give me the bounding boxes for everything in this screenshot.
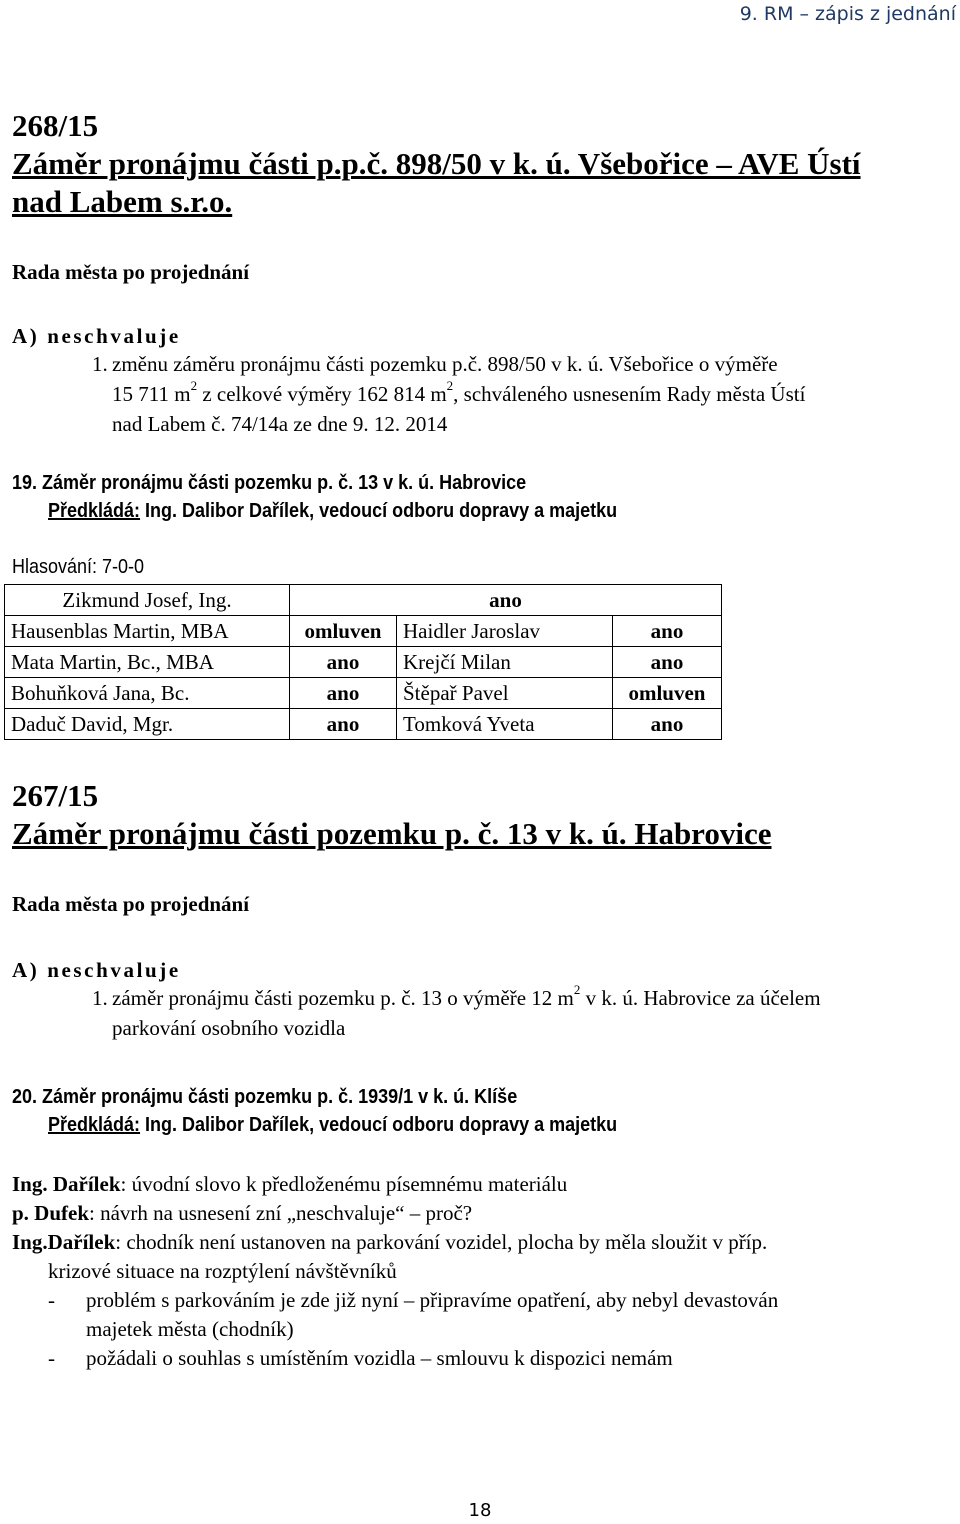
vote-table: [4, 584, 722, 740]
item-line1: změnu záměru pronájmu části pozemku p.č. 898/50 v k. ú. Všebořice o výměře: [112, 352, 778, 376]
item-number: 1.: [92, 352, 108, 376]
member-name: Tomková Yveta: [397, 709, 613, 740]
discussion-line: Ing.Dařílek: chodník není ustanoven na parkování vozidel, plocha by měla sloužit v příp.: [12, 1230, 768, 1254]
vote-value: omluven: [290, 616, 397, 647]
item-line2: parkování osobního vozidla: [112, 1016, 346, 1040]
vote-value: omluven: [613, 678, 722, 709]
page-header: 9. RM – zápis z jednání: [739, 3, 956, 25]
bullet-item: požádali o souhlas s umístěním vozidla – smlouvu k dispozici nemám: [86, 1346, 673, 1370]
vote-value: ano: [613, 647, 722, 678]
vote-value: ano: [613, 616, 722, 647]
bullet-item-cont: majetek města (chodník): [86, 1317, 294, 1341]
agenda-title: 20. Záměr pronájmu části pozemku p. č. 1939/1 v k. ú. Klíše: [12, 1086, 518, 1108]
item-line1: záměr pronájmu části pozemku p. č. 13 o výměře 12 $m^2$ v k. ú. Habrovice za účelem: [112, 982, 821, 1010]
agenda-title: 19. Záměr pronájmu části pozemku p. č. 13 v k. ú. Habrovice: [12, 472, 527, 494]
vote-row: [5, 616, 722, 647]
discussion-line: Ing. Dařílek: úvodní slovo k předloženému písemnému materiálu: [12, 1172, 568, 1196]
vote-value: ano: [290, 585, 722, 616]
resolution-title-line1: Záměr pronájmu části p.p.č. 898/50 v k. ú. Všebořice – AVE Ústí: [12, 146, 861, 181]
member-name: Štěpař Pavel: [397, 678, 613, 709]
member-name: Daduč David, Mgr.: [5, 709, 290, 740]
agenda-presenter: Předkládá: Ing. Dalibor Dařílek, vedoucí odboru dopravy a majetku: [48, 1114, 618, 1136]
vote-row: [5, 678, 722, 709]
resolution-title-line2: nad Labem s.r.o.: [12, 184, 233, 219]
resolution-number: 268/15: [12, 108, 99, 143]
member-name: Mata Martin, Bc., MBA: [5, 647, 290, 678]
item-number: 1.: [92, 986, 108, 1010]
bullet-dash: -: [48, 1346, 55, 1370]
agenda-presenter: Předkládá: Ing. Dalibor Dařílek, vedoucí odboru dopravy a majetku: [48, 500, 618, 522]
vote-value: ano: [290, 709, 397, 740]
bullet-dash: -: [48, 1288, 55, 1312]
section-heading: A) neschvaluje: [12, 324, 181, 348]
member-name: Haidler Jaroslav: [397, 616, 613, 647]
member-name: Bohuňková Jana, Bc.: [5, 678, 290, 709]
vote-value: ano: [290, 647, 397, 678]
resolution-intro: Rada města po projednání: [12, 892, 250, 916]
discussion-line-cont: krizové situace na rozptýlení návštěvníků: [48, 1259, 397, 1283]
vote-row: [5, 647, 722, 678]
item-line2: 15 711 $m^2$ z celkové výměry 162 814 $m^2$, schváleného usnesením Rady města Ústí: [112, 378, 806, 406]
discussion-line: p. Dufek: návrh na usnesení zní „neschvaluje“ – proč?: [12, 1201, 473, 1225]
member-name: Zikmund Josef, Ing.: [5, 585, 290, 616]
vote-value: ano: [290, 678, 397, 709]
item-line3: nad Labem č. 74/14a ze dne 9. 12. 2014: [112, 412, 448, 436]
vote-result: Hlasování: 7-0-0: [12, 556, 145, 578]
resolution-intro: Rada města po projednání: [12, 260, 250, 284]
page-number: 18: [468, 1500, 492, 1521]
member-name: Krejčí Milan: [397, 647, 613, 678]
resolution-title: Záměr pronájmu části pozemku p. č. 13 v k. ú. Habrovice: [12, 816, 772, 851]
section-heading: A) neschvaluje: [12, 958, 181, 982]
vote-row: [5, 585, 722, 616]
vote-row: [5, 709, 722, 740]
vote-value: ano: [613, 709, 722, 740]
member-name: Hausenblas Martin, MBA: [5, 616, 290, 647]
resolution-number: 267/15: [12, 778, 99, 813]
bullet-item: problém s parkováním je zde již nyní – připravíme opatření, aby nebyl devastován: [86, 1288, 779, 1312]
